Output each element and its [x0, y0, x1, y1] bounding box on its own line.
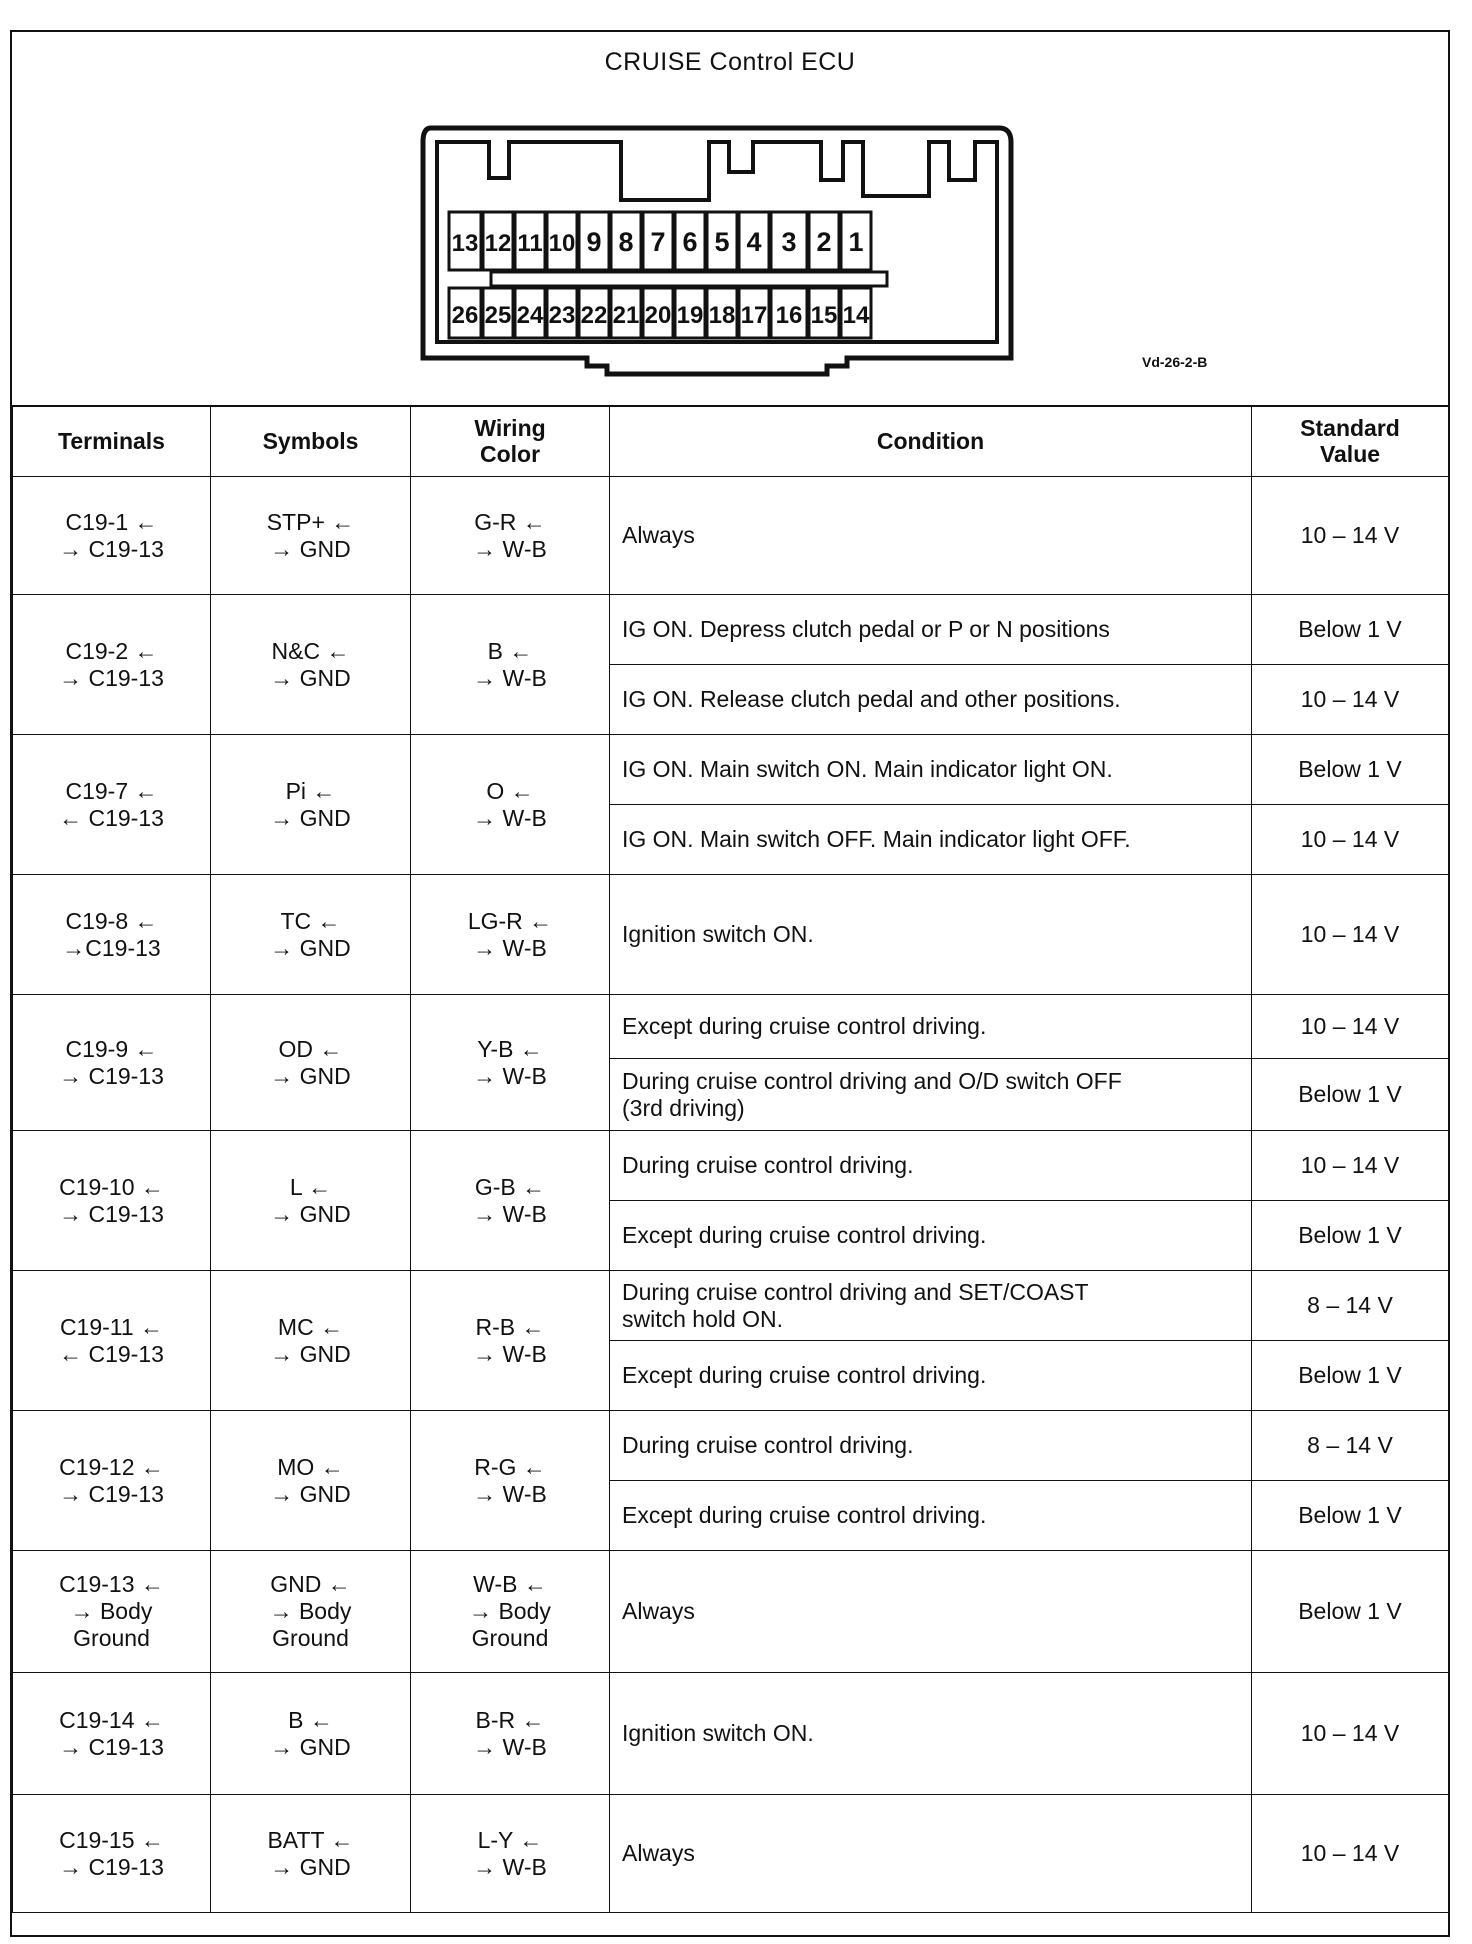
- cell-line: ← C19-13: [59, 804, 164, 831]
- cell-line: Ignition switch ON.: [622, 921, 814, 947]
- header-standard-value: Standard Value: [1252, 406, 1449, 477]
- cell-line: Except during cruise control driving.: [622, 1222, 987, 1248]
- cell-line: → C19-13: [59, 1480, 164, 1507]
- cell-line: C19-14 ←: [59, 1706, 164, 1733]
- symbol-cell: [211, 1673, 411, 1795]
- table-row: [13, 735, 1449, 805]
- terminal-cell: [13, 1131, 211, 1271]
- cell-line: STP+ ←: [266, 508, 355, 535]
- cell-line: Y-B ←: [477, 1035, 543, 1062]
- cell-line: Ignition switch ON.: [622, 1720, 814, 1746]
- bottom-pin-row: [449, 288, 871, 338]
- wiring-color-cell: [411, 1795, 610, 1913]
- standard-value-cell: 10 – 14 V: [1252, 1673, 1449, 1795]
- cell-line: C19-13 ←: [59, 1571, 164, 1597]
- standard-value-cell: Below 1 V: [1252, 1059, 1449, 1131]
- cell-line: → GND: [270, 1340, 351, 1367]
- terminal-cell: [13, 1271, 211, 1411]
- pin-number: 5: [714, 227, 730, 257]
- cell-line: → C19-13: [59, 1200, 164, 1227]
- standard-value-cell: Below 1 V: [1252, 1481, 1449, 1551]
- cell-line: → W-B: [473, 1340, 547, 1367]
- cell-line: G-R ←: [474, 508, 546, 535]
- cell-line: → Body: [70, 1598, 153, 1624]
- cell-line: B ←: [487, 637, 533, 664]
- cell-line: Except during cruise control driving.: [622, 1013, 987, 1039]
- pin-number: 6: [682, 227, 698, 257]
- cell-line: BATT ←: [267, 1826, 354, 1853]
- cell-line: Always: [622, 1598, 695, 1624]
- cell-line: C19-2 ←: [65, 637, 158, 664]
- cell-line: → GND: [270, 934, 351, 961]
- pin-number: 15: [810, 302, 838, 329]
- symbol-cell: [211, 595, 411, 735]
- cell-line: IG ON. Depress clutch pedal or P or N positions: [622, 616, 1110, 642]
- pin-number: 8: [618, 227, 634, 257]
- table-row: [13, 1411, 1449, 1481]
- cell-line: (3rd driving): [622, 1094, 745, 1121]
- terminal-cell: [13, 595, 211, 735]
- condition-cell: [610, 1481, 1252, 1551]
- standard-value-cell: Below 1 V: [1252, 735, 1449, 805]
- pin-number: 21: [612, 302, 640, 329]
- cell-line: MO ←: [277, 1453, 344, 1480]
- table-row: [13, 1673, 1449, 1795]
- standard-value-cell: 8 – 14 V: [1252, 1271, 1449, 1341]
- cell-line: Ground: [73, 1625, 150, 1651]
- table-row: [13, 875, 1449, 995]
- document-sheet: [10, 30, 1450, 1937]
- cell-line: → GND: [270, 1062, 351, 1089]
- cell-line: →C19-13: [62, 934, 161, 961]
- cell-line: → GND: [270, 1853, 351, 1880]
- standard-value-cell: 10 – 14 V: [1252, 1795, 1449, 1913]
- terminal-spec-table: [12, 405, 1449, 1913]
- cell-line: → GND: [270, 1200, 351, 1227]
- condition-cell: [610, 595, 1252, 665]
- cell-line: → W-B: [473, 664, 547, 691]
- cell-line: L ←: [289, 1173, 332, 1200]
- connector-center-divider: [491, 272, 887, 286]
- pin-number: 17: [740, 302, 768, 329]
- cell-line: → W-B: [473, 535, 547, 562]
- cell-line: → W-B: [473, 1733, 547, 1760]
- cell-line: → Body: [269, 1598, 352, 1624]
- cell-line: C19-8 ←: [65, 907, 158, 934]
- standard-value-cell: 10 – 14 V: [1252, 875, 1449, 995]
- pin-number: 23: [548, 302, 576, 329]
- header-condition: Condition: [610, 406, 1252, 477]
- pin-number: 19: [676, 302, 704, 329]
- symbol-cell: [211, 875, 411, 995]
- cell-line: C19-11 ←: [59, 1313, 164, 1340]
- wiring-color-cell: [411, 995, 610, 1131]
- condition-cell: [610, 995, 1252, 1059]
- condition-cell: [610, 1131, 1252, 1201]
- condition-cell: [610, 735, 1252, 805]
- cell-line: → C19-13: [59, 664, 164, 691]
- table-row: [13, 595, 1449, 665]
- symbol-cell: [211, 995, 411, 1131]
- cell-line: During cruise control driving and SET/COAST: [622, 1278, 1089, 1305]
- pin-number: 14: [842, 302, 870, 329]
- cell-line: TC ←: [280, 907, 341, 934]
- header-row: [13, 406, 1449, 477]
- condition-cell: [610, 665, 1252, 735]
- symbol-cell: [211, 477, 411, 595]
- figure-code: Vd-26-2-B: [1142, 354, 1208, 370]
- connector-diagram-panel: [12, 32, 1448, 407]
- pin-number: 16: [775, 302, 803, 329]
- condition-cell: [610, 1341, 1252, 1411]
- standard-value-cell: 10 – 14 V: [1252, 665, 1449, 735]
- pin-number: 24: [516, 302, 544, 329]
- condition-cell: [610, 1201, 1252, 1271]
- top-pin-row: [449, 212, 871, 270]
- wiring-color-cell: [411, 477, 610, 595]
- wiring-color-cell: [411, 595, 610, 735]
- table-row: [13, 1551, 1449, 1673]
- cell-line: C19-1 ←: [65, 508, 158, 535]
- cell-line: B-R ←: [475, 1706, 545, 1733]
- condition-cell: [610, 1411, 1252, 1481]
- cell-line: LG-R ←: [467, 907, 553, 934]
- cell-line: → W-B: [473, 1200, 547, 1227]
- terminal-cell: [13, 995, 211, 1131]
- terminal-cell: [13, 1411, 211, 1551]
- cell-line: O ←: [486, 777, 534, 804]
- pin-number: 11: [517, 230, 543, 257]
- table-row: [13, 1131, 1449, 1201]
- cell-line: OD ←: [278, 1035, 343, 1062]
- cell-line: → C19-13: [59, 1062, 164, 1089]
- condition-cell: [610, 1795, 1252, 1913]
- wiring-color-cell: [411, 1271, 610, 1411]
- cell-line: C19-9 ←: [65, 1035, 158, 1062]
- diagram-title: CRUISE Control ECU: [604, 48, 856, 76]
- pin-number: 18: [708, 302, 736, 329]
- wiring-color-cell: [411, 1551, 610, 1673]
- cell-line: C19-7 ←: [65, 777, 158, 804]
- cell-line: C19-10 ←: [59, 1173, 164, 1200]
- connector-diagram: [409, 90, 1021, 380]
- cell-line: C19-15 ←: [59, 1826, 164, 1853]
- condition-cell: [610, 1059, 1252, 1131]
- cell-line: Ground: [272, 1625, 349, 1651]
- cell-line: ← C19-13: [59, 1340, 164, 1367]
- cell-line: Except during cruise control driving.: [622, 1502, 987, 1528]
- cell-line: GND ←: [270, 1571, 351, 1597]
- terminal-cell: [13, 1551, 211, 1673]
- pin-number: 3: [781, 227, 797, 257]
- cell-line: → GND: [270, 664, 351, 691]
- cell-line: → C19-13: [59, 1733, 164, 1760]
- cell-line: → C19-13: [59, 535, 164, 562]
- pin-number: 4: [746, 227, 762, 257]
- symbol-cell: [211, 1411, 411, 1551]
- pin-number: 22: [580, 302, 608, 329]
- table-row: [13, 477, 1449, 595]
- table-row: [13, 995, 1449, 1059]
- terminal-cell: [13, 1795, 211, 1913]
- pin-number: 7: [650, 227, 666, 257]
- cell-line: During cruise control driving.: [622, 1432, 914, 1458]
- cell-line: MC ←: [277, 1313, 344, 1340]
- wiring-color-cell: [411, 1131, 610, 1271]
- pin-number: 10: [548, 230, 576, 257]
- pin-number: 2: [816, 227, 832, 257]
- cell-line: → W-B: [473, 1062, 547, 1089]
- standard-value-cell: 10 – 14 V: [1252, 995, 1449, 1059]
- cell-line: L-Y ←: [477, 1826, 543, 1853]
- cell-line: switch hold ON.: [622, 1305, 784, 1332]
- cell-line: Except during cruise control driving.: [622, 1362, 987, 1388]
- cell-line: → C19-13: [59, 1853, 164, 1880]
- cell-line: R-G ←: [474, 1453, 546, 1480]
- cell-line: During cruise control driving and O/D switch OFF: [622, 1067, 1122, 1094]
- symbol-cell: [211, 1795, 411, 1913]
- standard-value-cell: Below 1 V: [1252, 1341, 1449, 1411]
- symbol-cell: [211, 1271, 411, 1411]
- header-wiring-color: Wiring Color: [411, 406, 610, 477]
- cell-line: → W-B: [473, 934, 547, 961]
- cell-line: → W-B: [473, 804, 547, 831]
- pin-number: 1: [848, 227, 864, 257]
- symbol-cell: [211, 735, 411, 875]
- cell-line: Always: [622, 1840, 695, 1866]
- cell-line: W-B ←: [473, 1571, 547, 1597]
- cell-line: → W-B: [473, 1480, 547, 1507]
- cell-line: IG ON. Main switch OFF. Main indicator light OFF.: [622, 826, 1131, 852]
- cell-line: G-B ←: [474, 1173, 546, 1200]
- cell-line: → GND: [270, 1733, 351, 1760]
- cell-line: IG ON. Release clutch pedal and other positions.: [622, 686, 1121, 712]
- pin-number: 9: [586, 227, 602, 257]
- cell-line: → GND: [270, 535, 351, 562]
- cell-line: → W-B: [473, 1853, 547, 1880]
- terminal-cell: [13, 875, 211, 995]
- pin-number: 12: [484, 230, 512, 257]
- cell-line: R-B ←: [475, 1313, 545, 1340]
- condition-cell: [610, 1673, 1252, 1795]
- standard-value-cell: 10 – 14 V: [1252, 1131, 1449, 1201]
- terminal-cell: [13, 477, 211, 595]
- cell-line: Always: [622, 522, 695, 548]
- condition-cell: [610, 477, 1252, 595]
- symbol-cell: [211, 1551, 411, 1673]
- table-row: [13, 1271, 1449, 1341]
- terminal-cell: [13, 1673, 211, 1795]
- cell-line: N&C ←: [271, 637, 350, 664]
- table-body: [13, 477, 1449, 1913]
- table-row: [13, 1795, 1449, 1913]
- terminal-cell: [13, 735, 211, 875]
- standard-value-cell: Below 1 V: [1252, 1551, 1449, 1673]
- cell-line: → GND: [270, 804, 351, 831]
- cell-line: IG ON. Main switch ON. Main indicator light ON.: [622, 756, 1113, 782]
- pin-number: 25: [484, 302, 512, 329]
- condition-cell: [610, 805, 1252, 875]
- standard-value-cell: Below 1 V: [1252, 595, 1449, 665]
- cell-line: → GND: [270, 1480, 351, 1507]
- cell-line: B ←: [288, 1706, 333, 1733]
- wiring-color-cell: [411, 875, 610, 995]
- condition-cell: [610, 1551, 1252, 1673]
- wiring-color-cell: [411, 1673, 610, 1795]
- wiring-color-cell: [411, 1411, 610, 1551]
- standard-value-cell: 10 – 14 V: [1252, 477, 1449, 595]
- pin-number: 26: [451, 302, 479, 329]
- standard-value-cell: 10 – 14 V: [1252, 805, 1449, 875]
- cell-line: During cruise control driving.: [622, 1152, 914, 1178]
- standard-value-cell: Below 1 V: [1252, 1201, 1449, 1271]
- pin-number: 20: [644, 302, 672, 329]
- header-terminals: Terminals: [13, 406, 211, 477]
- condition-cell: [610, 875, 1252, 995]
- cell-line: C19-12 ←: [59, 1453, 164, 1480]
- wiring-color-cell: [411, 735, 610, 875]
- cell-line: Ground: [471, 1625, 549, 1651]
- header-symbols: Symbols: [211, 406, 411, 477]
- cell-line: → Body: [469, 1598, 551, 1624]
- standard-value-cell: 8 – 14 V: [1252, 1411, 1449, 1481]
- condition-cell: [610, 1271, 1252, 1341]
- symbol-cell: [211, 1131, 411, 1271]
- pin-number: 13: [451, 230, 479, 257]
- cell-line: Pi ←: [285, 777, 336, 804]
